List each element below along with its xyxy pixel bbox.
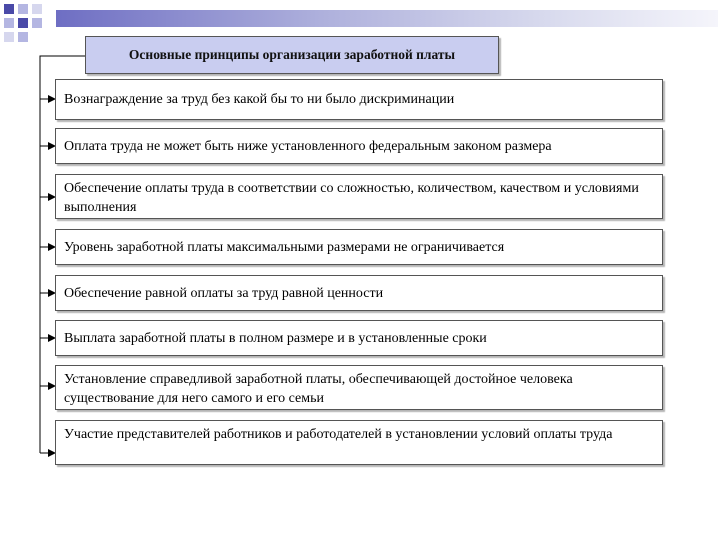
principle-box-5: Обеспечение равной оплаты за труд равной ценности (55, 275, 663, 311)
principle-box-1: Вознаграждение за труд без какой бы то ни было дискриминации (55, 79, 663, 120)
principle-box-7: Установление справедливой заработной платы, обеспечивающей достойное человека существование для него самого и его семьи (55, 365, 663, 410)
principle-box-8: Участие представителей работников и работодателей в установлении условий оплаты труда (55, 420, 663, 465)
principle-box-6: Выплата заработной платы в полном размере и в установленные сроки (55, 320, 663, 356)
principle-box-2: Оплата труда не может быть ниже установленного федеральным законом размера (55, 128, 663, 164)
top-gradient-bar (56, 10, 718, 27)
principle-box-4: Уровень заработной платы максимальными размерами не ограничивается (55, 229, 663, 265)
diagram-title: Основные принципы организации заработной платы (85, 36, 499, 74)
corner-decoration (0, 0, 60, 50)
principle-box-3: Обеспечение оплаты труда в соответствии со сложностью, количеством, качеством и условиями выполнения (55, 174, 663, 219)
